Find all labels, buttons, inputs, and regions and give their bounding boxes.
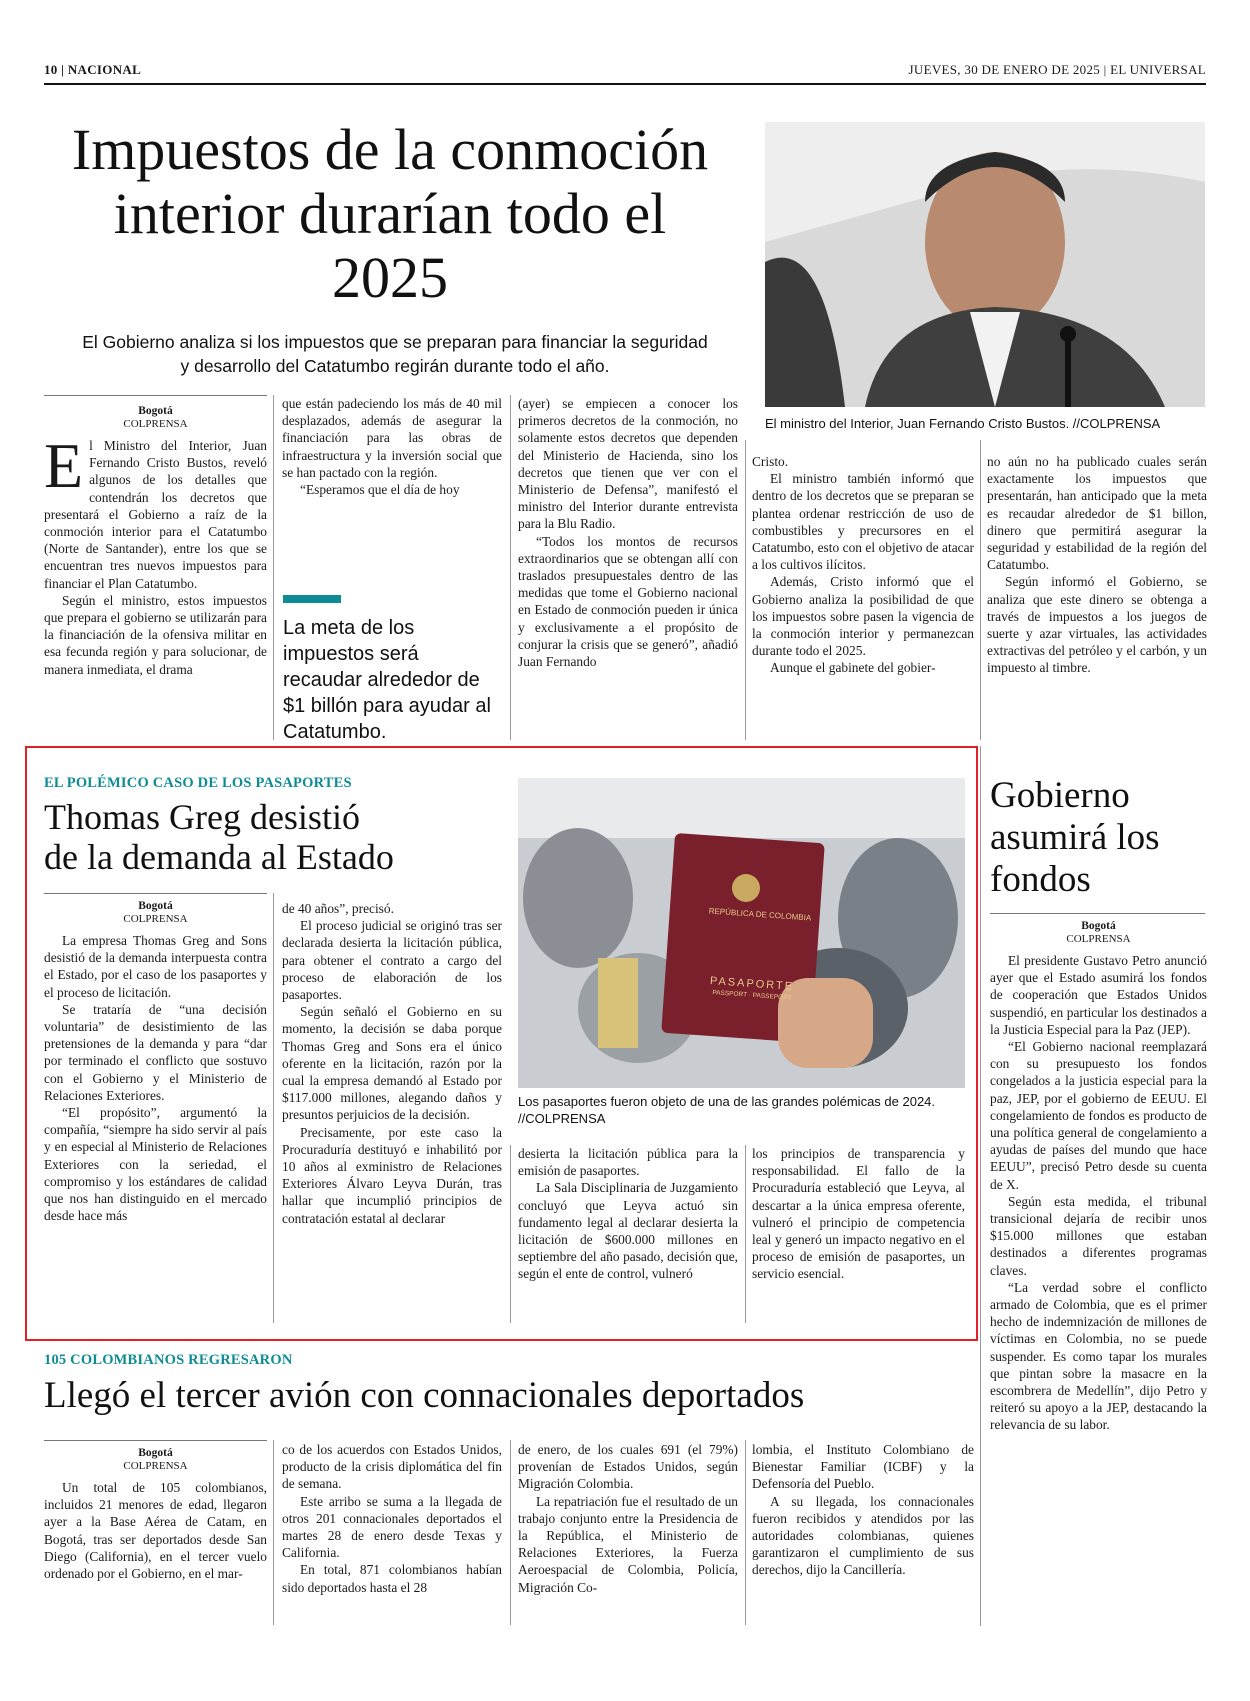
main-col-4: Cristo. El ministro también informó que dentro de los decretos que se preparan se plantea ordenar restricción de uso de combustibles y precursores en el Catatumbo, esto con el objetivo de atacar a los cultivos ilícitos. Además, Cristo informó que el Gobierno analiza la posibilidad de que los impuestos sobre pasen la vigencia de la conmoción interior y permanezcan durante todo el 2025. Aunque el gabinete del gobier- xyxy=(752,454,974,676)
passports-col-1: Bogotá COLPRENSA La empresa Thomas Greg and Sons desistió de la demanda interpuesta contra el Estado, por el caso de los pasaportes y el proceso de licitación. Se trataría de “una decisión voluntaria” de desistimiento de las pretensiones de la demanda y para “dar por terminado el conflicto que sostuvo con el Gobierno y el Ministerio de Relaciones Exteriores. “El propósito”, argumentó la compañía, “siempre ha sido servir al país y en especial al Ministerio de Relaciones Exteriores con la seriedad, el compromiso y los estándares de calidad que nos han distinguido en el mercado desde hace más xyxy=(44,900,267,1224)
passports-col-4: los principios de transparencia y responsabilidad. El fallo de la Procuraduría estableció que Leyva, al descartar a la única empresa oferente, vulneró el principio de competencia leal y generó un impacto negativo en el proceso de emisión de pasaportes, un servicio esencial. xyxy=(752,1146,965,1282)
funds-byline: Bogotá COLPRENSA xyxy=(1066,920,1131,945)
passports-kicker: EL POLÉMICO CASO DE LOS PASAPORTES xyxy=(44,775,352,791)
funds-column: Bogotá COLPRENSA El presidente Gustavo Petro anunció ayer que el Estado asumirá los fondos de cooperación que Estados Unidos suspendió, en particular los destinados a la Justicia Especial para la Paz (JEP). “El Gobierno nacional reemplazará con su presupuesto los fondos congelados a la justicia especial para la paz, JEP, por el gobierno de EEUU. El congelamiento de fondos es producto de una política general de congelamiento a ayudas de países del mundo que hace EEUU”, precisó Petro desde su cuenta de X. Según esta medida, el tribunal transicional dejaría de recibir unos $15.000 millones que estaban destinados a diferentes programas claves. “La verdad sobre el conflicto armado de Colombia, que es el primer hecho de indemnización de millones de víctimas en Colombia, no se puede suspender. Es como tapar los murales que pintan sobre la masacre en la escombrera de Medellín”, dijo Petro y reiteró su apoyo a la JEP, destacando la relevancia de su labor. xyxy=(990,920,1207,1433)
page-section-label: 10 | NACIONAL xyxy=(44,62,142,77)
minister-photo-caption: El ministro del Interior, Juan Fernando Cristo Bustos. //COLPRENSA xyxy=(765,416,1161,431)
col-top-rule xyxy=(990,913,1205,914)
passports-col-3: desierta la licitación pública para la emisión de pasaportes. La Sala Disciplinaria de Juzgamiento concluyó que Leyva actuó sin fundamento legal al declarar desierta la licitación de $600.000 millones en septiembre del año pasado, decisión que, según el ente de control, vulneró xyxy=(518,1146,738,1282)
main-col-1: Bogotá COLPRENSA El Ministro del Interior, Juan Fernando Cristo Bustos, reveló algunos de los detalles que contendrán los decretos que presentará el Gobierno a raíz de la conmoción interior para el Catatumbo (Norte de Santander), entre los que se encuentran tres nuevos impuestos para financiar el Plan Catatumbo. Según el ministro, estos impuestos que prepara el gobierno se utilizarán para la financiación de la ofensiva militar en esa fecunda región y para solucionar, de manera inmediata, el drama xyxy=(44,405,267,677)
pullquote: La meta de los impuestos será recaudar alrededor de $1 billón para ayudar al Catatumbo. xyxy=(283,617,491,743)
deportees-byline: Bogotá COLPRENSA xyxy=(123,1447,188,1472)
passport-photo-caption: Los pasaportes fueron objeto de una de las grandes polémicas de 2024. //COLPRENSA xyxy=(518,1094,936,1126)
passport-cover-title: PASAPORTE xyxy=(709,975,795,993)
passports-headline: Thomas Greg desistió de la demanda al Estado xyxy=(44,797,394,877)
deportees-kicker: 105 COLOMBIANOS REGRESARON xyxy=(44,1352,293,1368)
deportees-col-3: de enero, de los cuales 691 (el 79%) provenían de Estados Unidos, según Migración Colombia. La repatriación fue el resultado de un trabajo conjunto entre la Presidencia de la República, el Ministerio de Relaciones Exteriores, la Fuerza Aeroespacial de Colombia, Policía, Migración Co- xyxy=(518,1442,738,1595)
col-divider xyxy=(273,395,274,740)
deportees-col-4: lombia, el Instituto Colombiano de Bienestar Familiar (ICBF) y la Defensoría del Pueblo. A su llegada, los connacionales fueron recibidos y atendidos por las autoridades colombianas, quienes garantizaron el cumplimiento de sus derechos, dijo la Cancillería. xyxy=(752,1442,974,1578)
deportees-headline: Llegó el tercer avión con connacionales deportados xyxy=(44,1375,805,1416)
funds-headline: Gobierno asumirá los fondos xyxy=(990,775,1160,900)
col-divider xyxy=(980,746,981,1626)
header-rule xyxy=(44,83,1206,85)
col-divider xyxy=(510,395,511,740)
deportees-col-2: co de los acuerdos con Estados Unidos, producto de la crisis diplomática del fin de semana. Este arribo se suma a la llegada de otros 201 connacionales deportados el martes 28 de enero desde Texas y California. En total, 871 colombianos habían sido deportados hasta el 28 xyxy=(282,1442,502,1595)
col-divider xyxy=(980,440,981,740)
masthead-date: JUEVES, 30 DE ENERO DE 2025 | EL UNIVERSAL xyxy=(908,62,1206,77)
col-divider xyxy=(745,440,746,740)
col-divider xyxy=(745,1145,746,1323)
main-col-5: no aún no ha publicado cuales serán exactamente los impuestos que presentarán, han anticipado que la meta es recaudar alrededor de $1 billon, dinero que permitirá asegurar la seguridad y estabilidad de la región del Catatumbo. Según informó el Gobierno, se analiza que este dinero se obtenga a través de impuestos a los juegos de suerte y azar virtuales, las actividades extractivas del petróleo y el carbón, y un impuesto al timbre. xyxy=(987,454,1207,676)
minister-photo xyxy=(765,122,1205,407)
passport-photo xyxy=(518,778,965,1088)
col-top-rule xyxy=(44,893,267,894)
pullquote-accent xyxy=(283,595,341,603)
main-col-2: que están padeciendo los más de 40 mil desplazados, además de asegurar la financiación para las obras de infraestructura y la inversión social que se han pactado con la región. “Esperamos que el día de hoy xyxy=(282,396,502,498)
col-divider xyxy=(510,1145,511,1323)
passports-col-2: de 40 años”, precisó. El proceso judicial se originó tras ser declarada desierta la licitación pública, para obtener el contrato a cargo del proceso de elaboración de los pasaportes. Según señaló el Gobierno en su momento, la decisión se daba porque Thomas Greg and Sons era el único oferente en la licitación, razón por la cual la empresa demandó al Estado por $117.000 millones, alegando daños y presuntos perjuicios de la decisión. Precisamente, por este caso la Procuraduría destituyó e inhabilitó por 10 años al exministro de Relaciones Exteriores Álvaro Leyva Durán, tras hallar que incumplió principios de contratación estatal al declarar xyxy=(282,901,502,1226)
passports-byline: Bogotá COLPRENSA xyxy=(123,900,188,925)
deportees-col-1: Bogotá COLPRENSA Un total de 105 colombianos, incluidos 21 menores de edad, llegaron ayer a la Base Aérea de Catam, en Bogotá, tras ser deportados desde San Diego (California), en el tercer vuelo ordenado por el Gobierno, en el mar- xyxy=(44,1447,267,1582)
col-top-rule xyxy=(44,1440,267,1441)
col-divider xyxy=(510,1440,511,1625)
dropcap: E xyxy=(44,430,84,501)
col-divider xyxy=(745,1440,746,1625)
main-col-3: (ayer) se empiecen a conocer los primeros decretos de la conmoción, no solamente estos decretos que dependen del Ministerio de Hacienda, sino los decretos que tienen que ver con el Ministerio de Defensa”, manifestó el ministro del Interior durante entrevista para la Blu Radio. “Todos los montos de recursos extraordinarios que se obtengan allí con traslados presupuestales dentro de las medidas que tome el Gobierno nacional en Estado de conmoción pueden ir única y exclusivamente a el propósito de conjurar la crisis que se generó”, añadió Juan Fernando xyxy=(518,396,738,670)
col-top-rule xyxy=(44,395,267,396)
col-divider xyxy=(273,893,274,1323)
main-deck: El Gobierno analiza si los impuestos que se preparan para financiar la seguridad y desarrollo del Catatumbo regirán durante todo el año. xyxy=(82,332,708,376)
main-byline: Bogotá COLPRENSA xyxy=(123,405,188,430)
col-divider xyxy=(273,1440,274,1625)
passport-cover-text: REPÚBLICA DE COLOMBIA xyxy=(708,906,812,923)
main-headline: Impuestos de la conmoción interior durarían todo el 2025 xyxy=(71,117,709,310)
passport-cover-subtitle: PASSPORT · PASSEPORT xyxy=(712,989,792,1002)
